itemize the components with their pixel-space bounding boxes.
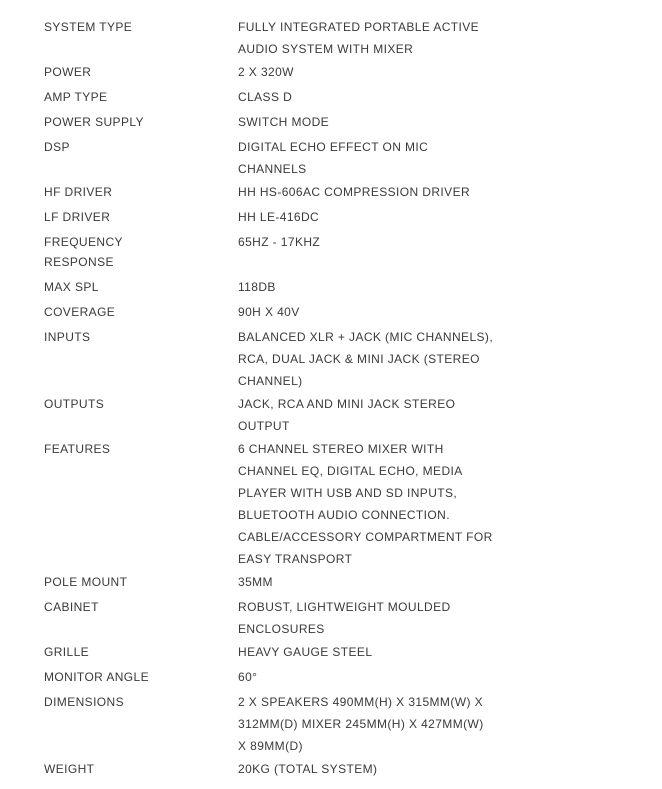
spec-table-body: [44, 16, 514, 783]
spec-row-amp-type: [44, 86, 514, 111]
spec-label: OUTPUTS: [44, 397, 105, 411]
spec-label: GRILLE: [44, 645, 90, 659]
spec-label: MAX SPL: [44, 280, 99, 294]
spec-row-dimensions: [44, 691, 514, 758]
spec-row-coverage: [44, 301, 514, 326]
spec-value: 20KG (TOTAL SYSTEM): [238, 762, 378, 776]
spec-label: DSP: [44, 140, 70, 154]
spec-row-grille: [44, 641, 514, 666]
spec-row-weight: [44, 758, 514, 783]
spec-value: CLASS D: [238, 90, 293, 104]
spec-label: CABINET: [44, 600, 99, 614]
spec-row-hf-driver: [44, 181, 514, 206]
spec-label: INPUTS: [44, 330, 91, 344]
spec-value: HH LE-416DC: [238, 210, 320, 224]
spec-label: COVERAGE: [44, 305, 116, 319]
spec-row-outputs: [44, 393, 514, 438]
spec-row-power-supply: [44, 111, 514, 136]
spec-value: HH HS-606AC COMPRESSION DRIVER: [238, 185, 471, 199]
spec-row-pole-mount: [44, 571, 514, 596]
spec-row-max-spl: [44, 276, 514, 301]
spec-row-features: [44, 438, 514, 571]
spec-value: 2 X 320W: [238, 65, 294, 79]
spec-value: 6 CHANNEL STEREO MIXER WITH CHANNEL EQ, DIGITAL ECHO, MEDIA PLAYER WITH USB AND SD INPUTS, BLUETOOTH AUDIO CONNECTION. CABLE/ACCESSORY COMPARTMENT FOR EASY TRANSPORT: [238, 442, 493, 566]
spec-row-monitor-angle: [44, 666, 514, 691]
spec-label: FEATURES: [44, 442, 111, 456]
spec-value: 118DB: [238, 280, 276, 294]
spec-value: 90H X 40V: [238, 305, 300, 319]
spec-value: 2 X SPEAKERS 490MM(H) X 315MM(W) X 312MM(D) MIXER 245MM(H) X 427MM(W) X 89MM(D): [238, 695, 484, 753]
spec-value: ROBUST, LIGHTWEIGHT MOULDED ENCLOSURES: [238, 600, 451, 636]
spec-label: SYSTEM TYPE: [44, 20, 133, 34]
spec-label: FREQUENCY RESPONSE: [44, 235, 123, 269]
spec-row-dsp: [44, 136, 514, 181]
spec-label: LF DRIVER: [44, 210, 111, 224]
spec-row-cabinet: [44, 596, 514, 641]
spec-label: DIMENSIONS: [44, 695, 125, 709]
spec-value: JACK, RCA AND MINI JACK STEREO OUTPUT: [238, 397, 456, 433]
spec-value: 65HZ - 17KHZ: [238, 235, 321, 249]
spec-value: BALANCED XLR + JACK (MIC CHANNELS), RCA, DUAL JACK & MINI JACK (STEREO CHANNEL): [238, 330, 494, 388]
spec-label: HF DRIVER: [44, 185, 113, 199]
spec-value: DIGITAL ECHO EFFECT ON MIC CHANNELS: [238, 140, 429, 176]
spec-row-lf-driver: [44, 206, 514, 231]
spec-label: POLE MOUNT: [44, 575, 128, 589]
spec-value: 60°: [238, 670, 258, 684]
spec-table: [44, 16, 514, 783]
spec-value: 35MM: [238, 575, 273, 589]
spec-value: SWITCH MODE: [238, 115, 330, 129]
spec-row-power: [44, 61, 514, 86]
spec-row-inputs: [44, 326, 514, 393]
spec-label: AMP TYPE: [44, 90, 108, 104]
spec-label: POWER SUPPLY: [44, 115, 144, 129]
spec-row-system-type: [44, 16, 514, 61]
spec-value: HEAVY GAUGE STEEL: [238, 645, 373, 659]
spec-label: WEIGHT: [44, 762, 95, 776]
spec-row-frequency-response: [44, 231, 514, 276]
spec-label: MONITOR ANGLE: [44, 670, 149, 684]
spec-value: FULLY INTEGRATED PORTABLE ACTIVE AUDIO SYSTEM WITH MIXER: [238, 20, 480, 56]
spec-label: POWER: [44, 65, 92, 79]
